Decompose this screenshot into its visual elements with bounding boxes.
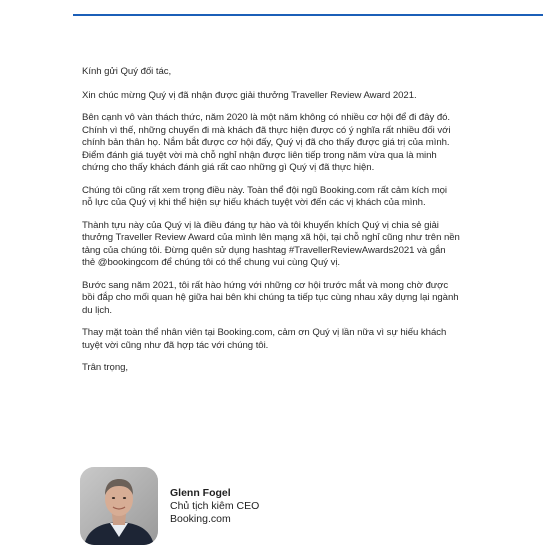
letter-paragraph-3: Chúng tôi cũng rất xem trọng điều này. Toàn thể đội ngũ Booking.com rất cảm kích mọi nỗ lực của Quý vị khi thể hiện sự hiếu khách tuyệt vời đến các vị khách của mình. bbox=[82, 184, 448, 208]
letter-greeting: Kính gửi Quý đối tác, bbox=[82, 66, 172, 77]
signer-company: Booking.com bbox=[170, 513, 231, 525]
letter-paragraph-6: Thay mặt toàn thể nhân viên tại Booking.com, cảm ơn Quý vị lần nữa vì sự hiếu khách tuyệt vời cũng như đã hợp tác với chúng tôi. bbox=[82, 327, 447, 351]
signer-title: Chủ tịch kiêm CEO bbox=[170, 500, 260, 512]
letter-paragraph-5: Bước sang năm 2021, tôi rất hào hứng với những cơ hội trước mắt và mong chờ được bồi đắp cho mối quan hệ giữa hai bên khi chúng ta tiếp tục cùng nhau xây dựng lại ngành du lịch. bbox=[82, 279, 459, 316]
signer-name: Glenn Fogel bbox=[170, 487, 231, 499]
letter-paragraph-4: Thành tựu này của Quý vị là điều đáng tự hào và tôi khuyến khích Quý vị chia sẻ giải thưởng Traveller Review Award của mình lên mạng xã hội, tại chỗ nghỉ cũng như trên nền tảng của chúng tôi. Đừng quên sử dụng hashtag #TravellerReviewAwards2021 và gắn thẻ @bookingcom để chúng tôi có thể chung vui cùng Quý vị. bbox=[82, 219, 460, 268]
letter-body bbox=[82, 66, 460, 385]
letter-paragraph-2: Bên cạnh vô vàn thách thức, năm 2020 là một năm không có nhiều cơ hội để đi đây đó. Chính vì thế, những chuyến đi mà khách đã thực hiện được có ý nghĩa rất nhiều đối với chính bản thân họ. Nắm bắt được cơ hội đấy, Quý vị đã cho thấy được giá trị của mình. Điểm đánh giá tuyệt vời mà chỗ nghỉ nhận được liên tiếp trong năm vừa qua là minh chứng cho thấy khách đánh giá rất cao những gì Quý vị đã thực hiện. bbox=[82, 112, 451, 173]
letter-closing: Trân trọng, bbox=[82, 362, 129, 373]
signature-text bbox=[170, 487, 259, 526]
signature-block bbox=[80, 467, 500, 547]
letter-paragraph-1: Xin chúc mừng Quý vị đã nhận được giải thưởng Traveller Review Award 2021. bbox=[82, 89, 417, 101]
header-rule bbox=[73, 14, 543, 16]
ceo-portrait-icon bbox=[80, 467, 158, 545]
